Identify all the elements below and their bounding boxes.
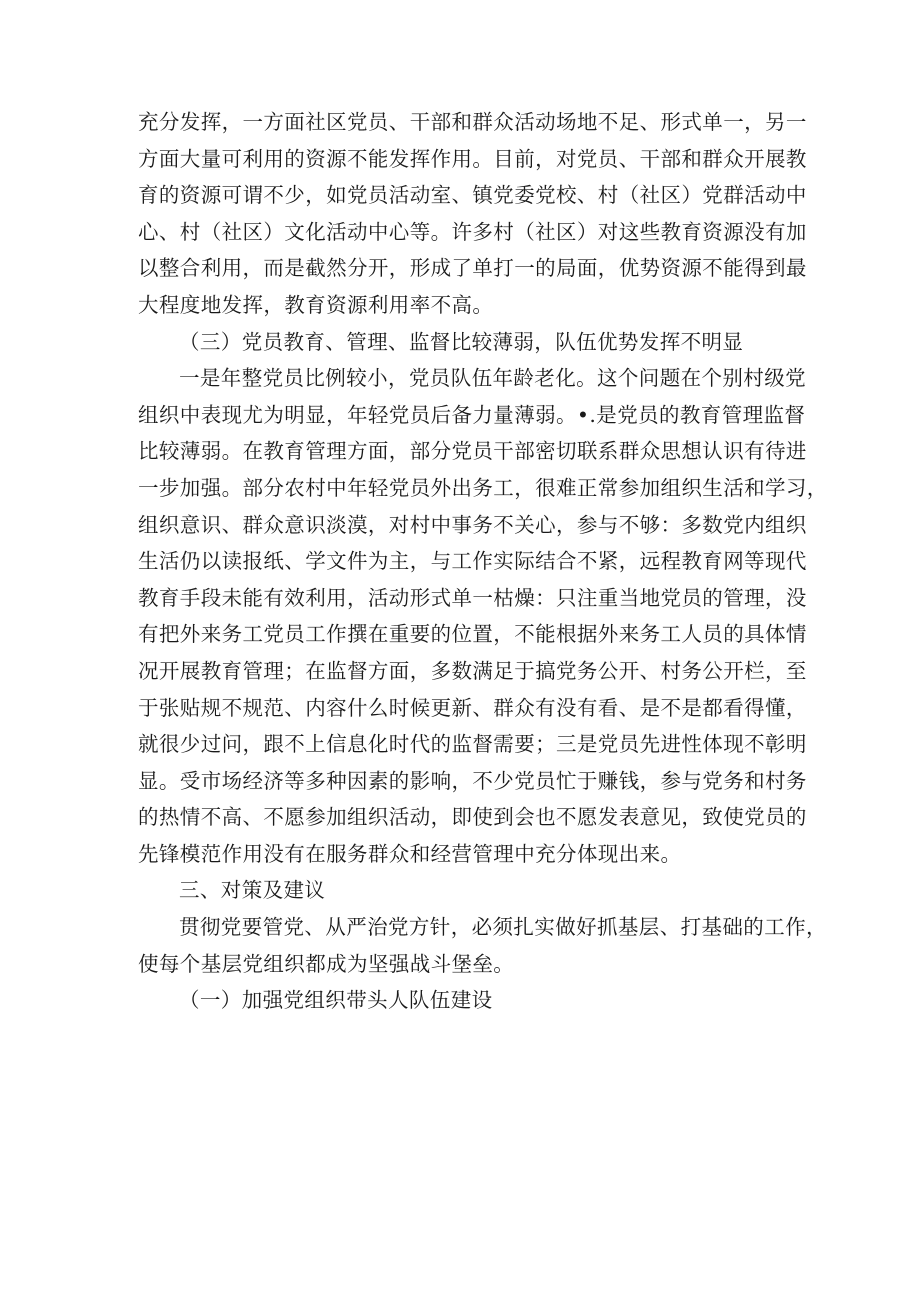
body-line: 于张贴规不规范、内容什么时候更新、群众有没有看、是不是都看得懂， <box>138 695 807 720</box>
body-line: 使每个基层党组织都成为坚强战斗堡垒。 <box>138 951 515 976</box>
body-line: 先锋模范作用没有在服务群众和经营管理中充分体现出来。 <box>138 841 682 866</box>
document-body <box>138 104 828 1019</box>
body-line: 一步加强。部分农村中年轻党员外出务工，很难正常参加组织生活和学习， <box>138 475 828 500</box>
body-line: 有把外来务工党员工作撰在重要的位置，不能根据外来务工人员的具体情 <box>138 622 807 647</box>
section-heading: （三）党员教育、管理、监督比较薄弱，队伍优势发挥不明显 <box>179 329 744 354</box>
body-line: 方面大量可利用的资源不能发挥作用。目前，对党员、干部和群众开展教 <box>138 146 807 171</box>
body-line: 组织意识、群众意识淡漠，对村中事务不关心，参与不够：多数党内组织 <box>138 512 807 537</box>
body-line: 以整合利用，而是截然分开，形成了单打一的局面，优势资源不能得到最 <box>138 256 807 281</box>
body-line: 生活仍以读报纸、学文件为主，与工作实际结合不紧，远程教育网等现代 <box>138 549 807 574</box>
body-line: 充分发挥，一方面社区党员、干部和群众活动场地不足、形式单一，另一 <box>138 110 807 134</box>
body-line: 况开展教育管理；在监督方面，多数满足于搞党务公开、村务公开栏，至 <box>138 658 807 683</box>
body-line: 比较薄弱。在教育管理方面，部分党员干部密切联系群众思想认识有待进 <box>138 439 807 464</box>
body-line: 贯彻党要管党、从严治党方针，必须扎实做好抓基层、打基础的工作， <box>179 915 827 940</box>
body-line: 心、村（社区）文化活动中心等。许多村（社区）对这些教育资源没有加 <box>138 219 807 244</box>
body-line: 教育手段未能有效利用，活动形式单一枯燥：只注重当地党员的管理，没 <box>138 585 807 610</box>
body-line: 显。受市场经济等多种因素的影响，不少党员忙于赚钱，参与党务和村务 <box>138 768 807 793</box>
body-line: 大程度地发挥，教育资源利用率不高。 <box>138 292 494 317</box>
body-line: 一是年整党员比例较小，党员队伍年龄老化。这个问题在个别村级党 <box>179 366 806 391</box>
subsection-heading: （一）加强党组织带头人队伍建设 <box>179 988 493 1013</box>
section-heading: 三、对策及建议 <box>179 878 326 903</box>
body-line: 育的资源可谓不少，如党员活动室、镇党委党校、村（社区）党群活动中 <box>138 183 807 208</box>
body-line: 组织中表现尤为明显，年轻党员后备力量薄弱。•.是党员的教育管理监督 <box>138 402 806 427</box>
body-line: 的热情不高、不愿参加组织活动，即使到会也不愿发表意见，致使党员的 <box>138 805 807 830</box>
body-line: 就很少过问，跟不上信息化时代的监督需要；三是党员先进性体现不彰明 <box>138 732 807 757</box>
